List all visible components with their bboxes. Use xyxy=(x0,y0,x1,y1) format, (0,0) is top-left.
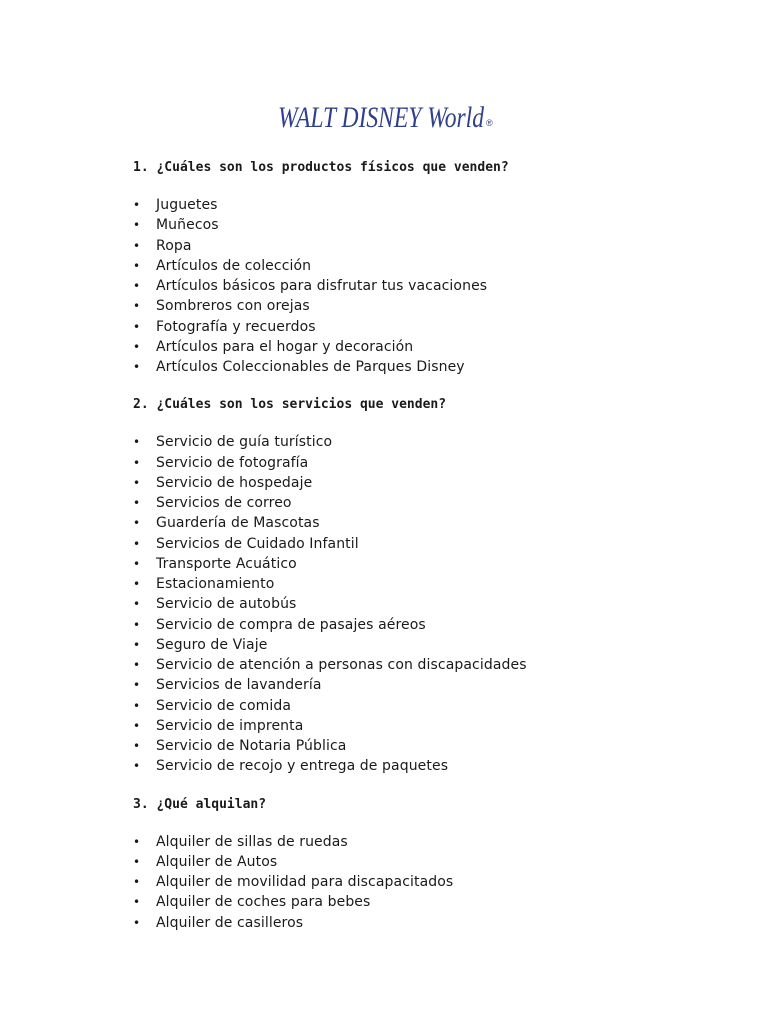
list-item xyxy=(133,432,733,452)
list-item xyxy=(133,256,733,276)
list-item-text: Ropa xyxy=(156,237,192,254)
bullet-icon: • xyxy=(133,637,141,652)
list-item-text: Servicios de Cuidado Infantil xyxy=(156,535,359,552)
list-item xyxy=(133,872,733,892)
list-item xyxy=(133,513,733,533)
list-item-text: Guardería de Mascotas xyxy=(156,515,320,532)
list-item xyxy=(133,493,733,513)
list-item-text: Servicios de correo xyxy=(156,495,292,511)
list-item xyxy=(133,337,733,357)
list-item-text: Servicios de lavandería xyxy=(156,677,322,694)
list-item-text: Artículos de colección xyxy=(156,257,312,274)
services-list xyxy=(133,432,733,776)
list-item xyxy=(133,534,733,554)
bullet-icon: • xyxy=(133,360,141,374)
bullet-icon: • xyxy=(133,536,141,551)
list-item xyxy=(133,892,733,912)
list-item-text: Juguetes xyxy=(156,197,218,213)
bullet-icon: • xyxy=(133,597,141,612)
list-item xyxy=(133,554,733,574)
list-item-text: Servicio de fotografía xyxy=(156,454,309,471)
bullet-icon: • xyxy=(133,339,141,354)
logo-graphic xyxy=(276,93,498,139)
list-item-text: Sombreros con orejas xyxy=(156,298,310,315)
walt-disney-world-logo xyxy=(276,93,498,139)
list-item-text: Seguro de Viaje xyxy=(156,636,268,653)
bullet-icon: • xyxy=(133,299,141,314)
list-item xyxy=(133,756,733,776)
list-item-text: Servicio de imprenta xyxy=(156,717,304,734)
list-item-text: Servicio de Notaria Pública xyxy=(156,738,347,754)
list-item xyxy=(133,655,733,675)
bullet-icon: • xyxy=(133,218,141,233)
list-item xyxy=(133,296,733,316)
bullet-icon: • xyxy=(133,198,141,212)
list-item-text: Alquiler de casilleros xyxy=(156,914,304,931)
list-item xyxy=(133,913,733,933)
list-item-text: Alquiler de movilidad para discapacitados xyxy=(156,874,454,890)
products-list xyxy=(133,195,733,377)
list-item-text: Artículos Coleccionables de Parques Disney xyxy=(156,359,465,375)
bullet-icon: • xyxy=(133,854,141,869)
bullet-icon: • xyxy=(133,258,141,273)
list-item xyxy=(133,716,733,736)
bullet-icon: • xyxy=(133,658,141,672)
bullet-icon: • xyxy=(133,834,141,849)
list-item xyxy=(133,195,733,215)
list-item-text: Servicio de atención a personas con discapacidades xyxy=(156,657,527,673)
list-item-text: Servicio de recojo y entrega de paquetes xyxy=(156,758,449,775)
bullet-icon: • xyxy=(133,759,141,774)
bullet-icon: • xyxy=(133,319,141,334)
rentals-list xyxy=(133,832,733,933)
list-item-text: Artículos básicos para disfrutar tus vacaciones xyxy=(156,278,488,294)
list-item-text: Servicio de hospedaje xyxy=(156,474,313,491)
bullet-icon: • xyxy=(133,678,141,693)
bullet-icon: • xyxy=(133,496,141,510)
list-item xyxy=(133,635,733,655)
list-item-text: Artículos para el hogar y decoración xyxy=(156,338,414,355)
document-body xyxy=(133,158,733,951)
list-item xyxy=(133,215,733,235)
bullet-icon: • xyxy=(133,238,141,253)
bullet-icon: • xyxy=(133,617,141,632)
list-item-text: Alquiler de Autos xyxy=(156,853,278,870)
bullet-icon: • xyxy=(133,739,141,753)
list-item xyxy=(133,276,733,296)
section-products xyxy=(133,158,733,377)
list-item xyxy=(133,317,733,337)
list-item xyxy=(133,574,733,594)
list-item-text: Estacionamiento xyxy=(156,576,275,592)
bullet-icon: • xyxy=(133,516,141,531)
section-heading-products: 1. ¿Cuáles son los productos físicos que venden? xyxy=(133,160,509,175)
section-heading-rentals: 3. ¿Qué alquilan? xyxy=(133,796,267,812)
bullet-icon: • xyxy=(133,556,141,571)
bullet-icon: • xyxy=(133,915,141,930)
list-item-text: Transporte Acuático xyxy=(156,555,297,572)
section-heading-services: 2. ¿Cuáles son los servicios que venden? xyxy=(133,397,447,413)
bullet-icon: • xyxy=(133,475,141,490)
section-rentals xyxy=(133,795,733,933)
list-item xyxy=(133,236,733,256)
list-item xyxy=(133,852,733,872)
list-item xyxy=(133,594,733,614)
bullet-icon: • xyxy=(133,435,141,450)
bullet-icon: • xyxy=(133,875,141,889)
bullet-icon: • xyxy=(133,455,141,470)
list-item xyxy=(133,357,733,377)
list-item-text: Alquiler de coches para bebes xyxy=(156,894,371,911)
bullet-icon: • xyxy=(133,577,141,591)
list-item xyxy=(133,615,733,635)
list-item-text: Servicio de guía turístico xyxy=(156,434,333,451)
list-item-text: Fotografía y recuerdos xyxy=(156,318,316,335)
bullet-icon: • xyxy=(133,718,141,733)
list-item xyxy=(133,696,733,716)
list-item-text: Alquiler de sillas de ruedas xyxy=(156,833,348,850)
list-item-text: Servicio de autobús xyxy=(156,596,297,613)
logo-wordmark: WALT DISNEY World xyxy=(278,101,485,134)
bullet-icon: • xyxy=(133,698,141,713)
list-item xyxy=(133,473,733,493)
logo-registered-mark: ® xyxy=(486,118,493,128)
list-item xyxy=(133,832,733,852)
bullet-icon: • xyxy=(133,895,141,910)
list-item xyxy=(133,453,733,473)
section-services xyxy=(133,395,733,776)
list-item-text: Servicio de comida xyxy=(156,697,292,714)
list-item xyxy=(133,675,733,695)
list-item xyxy=(133,736,733,756)
list-item-text: Servicio de compra de pasajes aéreos xyxy=(156,616,426,633)
list-item-text: Muñecos xyxy=(156,217,219,234)
bullet-icon: • xyxy=(133,279,141,293)
